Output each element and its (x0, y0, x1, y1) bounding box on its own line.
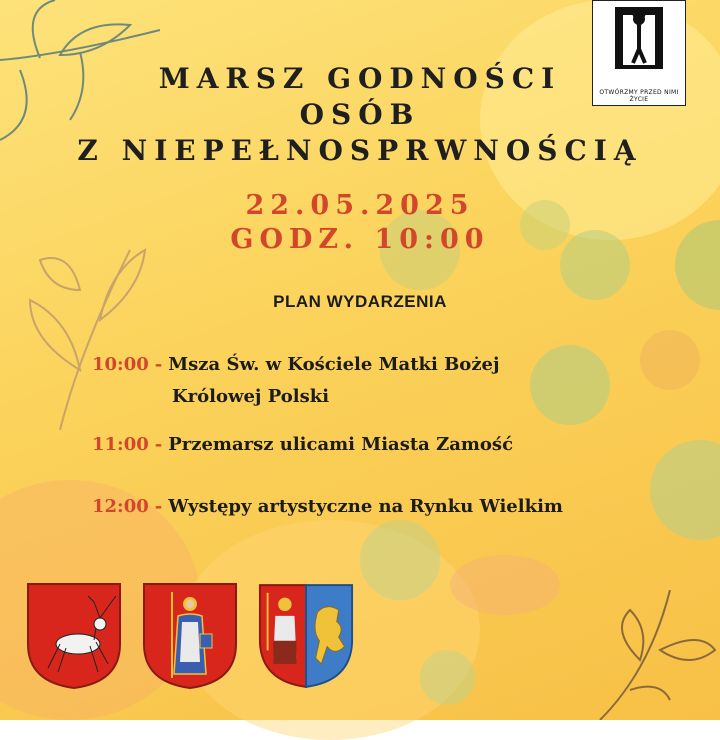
schedule-time: 12:00 (92, 496, 149, 517)
decor-blob (640, 330, 700, 390)
schedule-time: 10:00 (92, 354, 149, 375)
decor-blob (420, 650, 475, 705)
decor-blob (450, 555, 560, 615)
leaf-decoration-icon (590, 590, 720, 720)
plan-heading: PLAN WYDARZENIA (273, 292, 447, 311)
schedule-item (92, 496, 563, 517)
schedule-time: 11:00 (92, 434, 149, 455)
lublin-province-arms-icon (26, 582, 122, 690)
decor-blob (530, 345, 610, 425)
schedule-text: Występy artystyczne na Rynku Wielkim (168, 496, 563, 517)
event-title-line-1: MARSZ GODNOŚCI (158, 62, 562, 95)
logo-caption: OTWÓRZMY PRZED NIMI ŻYCIE (599, 89, 679, 103)
event-title-line-3: Z NIEPEŁNOSPRWNOŚCIĄ (77, 134, 643, 167)
schedule-separator: - (154, 496, 163, 517)
schedule-text-continuation: Królowej Polski (172, 386, 330, 407)
schedule-item (92, 354, 500, 375)
event-date: 22.05.2025 (245, 190, 475, 221)
leaf-decoration-icon (20, 230, 150, 430)
event-time: GODZ. 10:00 (230, 224, 490, 255)
schedule-text: Msza Św. w Kościele Matki Bożej (168, 354, 500, 375)
zamosc-county-arms-icon (142, 582, 238, 690)
event-title-line-2: OSÓB (299, 98, 421, 131)
schedule-separator: - (154, 434, 163, 455)
zamosc-city-arms-icon (258, 582, 354, 690)
decor-blob (360, 520, 440, 600)
schedule-text: Przemarsz ulicami Miasta Zamość (168, 434, 514, 455)
schedule-separator: - (154, 354, 163, 375)
schedule-item (92, 434, 513, 455)
